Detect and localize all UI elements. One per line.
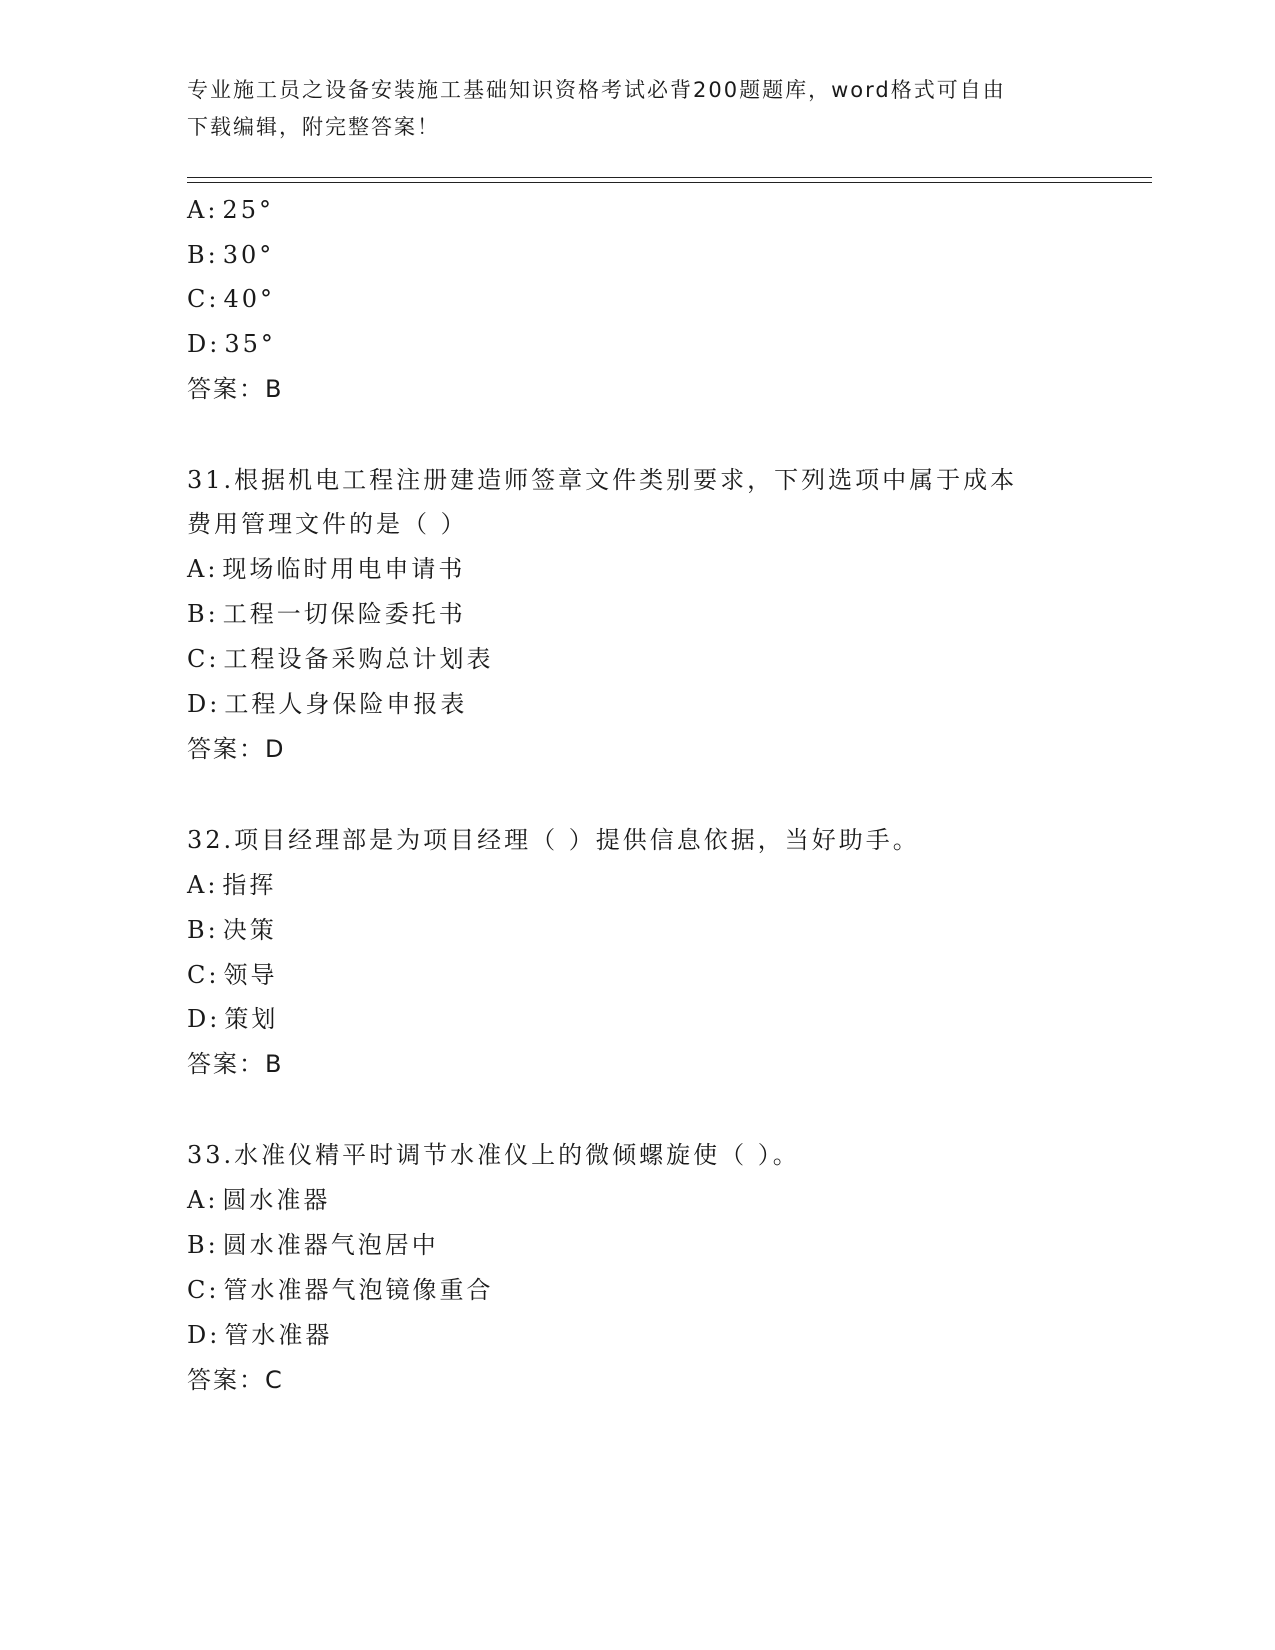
option-text: 策划	[224, 1005, 279, 1033]
option-text: 管水准器气泡镜像重合	[223, 1276, 494, 1304]
option-d	[187, 329, 276, 359]
option-a	[187, 554, 465, 584]
option-key: D:	[187, 690, 221, 718]
option-key: D:	[187, 1321, 221, 1349]
header-rule-top	[187, 177, 1152, 178]
option-key: A:	[187, 555, 219, 583]
question-stem: 32.项目经理部是为项目经理（ ）提供信息依据，当好助手。	[187, 826, 920, 854]
option-key: C:	[187, 285, 220, 313]
option-key: B:	[187, 600, 219, 628]
option-b	[187, 240, 274, 270]
option-key: C:	[187, 961, 220, 989]
option-text: 现场临时用电申请书	[222, 555, 466, 583]
option-key: A:	[187, 196, 219, 224]
option-key: A:	[187, 1186, 219, 1214]
answer-line: 答案：B	[187, 1050, 284, 1078]
option-a	[187, 195, 274, 225]
option-a	[187, 1185, 330, 1215]
option-key: C:	[187, 1276, 220, 1304]
option-key: A:	[187, 871, 219, 899]
header-rule-bottom	[187, 182, 1152, 183]
option-text: 30°	[222, 241, 275, 269]
option-a	[187, 870, 276, 900]
answer-line: 答案：B	[187, 375, 284, 403]
document-header	[187, 72, 1087, 146]
option-b	[187, 915, 277, 945]
option-c	[187, 644, 493, 674]
header-line-2: 下载编辑，附完整答案！	[187, 115, 440, 139]
option-key: C:	[187, 645, 220, 673]
header-line-1: 专业施工员之设备安装施工基础知识资格考试必背200题题库，word格式可自由	[187, 78, 1006, 102]
option-text: 指挥	[222, 871, 277, 899]
option-text: 40°	[223, 285, 275, 313]
option-d	[187, 1320, 332, 1350]
option-c	[187, 1275, 493, 1305]
option-text: 领导	[223, 961, 278, 989]
option-c	[187, 284, 275, 314]
option-text: 圆水准器气泡居中	[222, 1231, 439, 1259]
question-stem: 31.根据机电工程注册建造师签章文件类别要求，下列选项中属于成本	[187, 466, 1018, 494]
option-key: B:	[187, 241, 219, 269]
option-key: D:	[187, 1005, 221, 1033]
answer-line: 答案：D	[187, 735, 286, 763]
option-text: 管水准器	[224, 1321, 333, 1349]
option-d	[187, 689, 467, 719]
option-text: 圆水准器	[222, 1186, 331, 1214]
option-text: 工程人身保险申报表	[224, 690, 468, 718]
option-key: B:	[187, 1231, 219, 1259]
option-c	[187, 960, 277, 990]
option-text: 工程设备采购总计划表	[223, 645, 494, 673]
answer-line: 答案：C	[187, 1366, 284, 1394]
option-d	[187, 1004, 278, 1034]
option-text: 25°	[222, 196, 274, 224]
option-key: D:	[187, 330, 221, 358]
option-text: 35°	[224, 330, 276, 358]
option-b	[187, 599, 466, 629]
option-text: 决策	[222, 916, 277, 944]
option-b	[187, 1230, 439, 1260]
question-stem: 33.水准仪精平时调节水准仪上的微倾螺旋使（ ）。	[187, 1141, 800, 1169]
option-text: 工程一切保险委托书	[222, 600, 466, 628]
question-stem-continued: 费用管理文件的是（ ）	[187, 510, 468, 538]
option-key: B:	[187, 916, 219, 944]
